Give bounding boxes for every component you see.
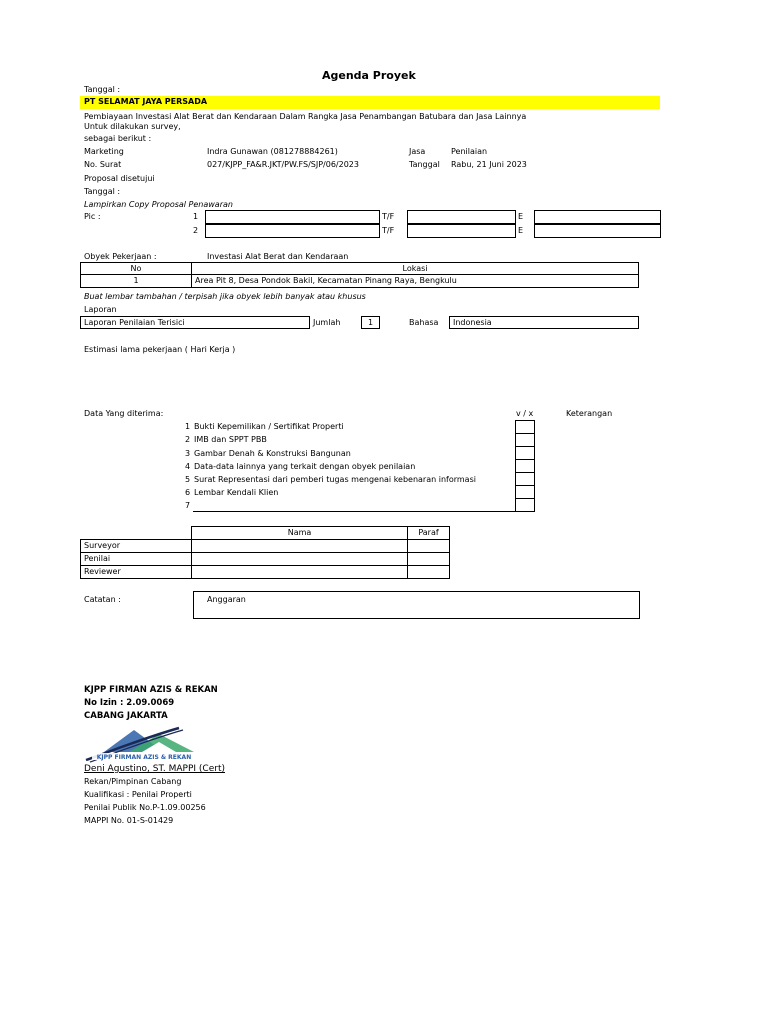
- penilai-publik: Penilai Publik No.P-1.09.00256: [84, 803, 206, 812]
- company-banner: [80, 96, 660, 109]
- tanggal-proposal-label: Tanggal :: [84, 187, 121, 196]
- estimasi-label: Estimasi lama pekerjaan ( Hari Kerja ): [84, 345, 236, 354]
- subject-line: Pembiayaan Investasi Alat Berat dan Kendaraan Dalam Rangka Jasa Penambangan Batubara dan Jasa Lainnya: [84, 112, 527, 121]
- page-title: Agenda Proyek: [322, 69, 416, 82]
- data-item-text: Lembar Kendali Klien: [194, 488, 279, 497]
- tanggal-surat-label: Tanggal: [409, 160, 440, 169]
- marketing-value: Indra Gunawan (081278884261): [207, 147, 338, 156]
- proposal-label: Proposal disetujui: [84, 174, 155, 183]
- sign-row-label: [80, 539, 192, 553]
- sign-row-penilai: Penilai: [84, 554, 111, 563]
- pic-num-2: 2: [193, 226, 199, 235]
- kualifikasi: Kualifikasi : Penilai Properti: [84, 790, 192, 799]
- survey-line-2: sebagai berikut :: [84, 134, 152, 143]
- pic-name-field-1[interactable]: [205, 210, 380, 224]
- vx-checkbox[interactable]: [515, 472, 535, 486]
- cabang: CABANG JAKARTA: [84, 711, 168, 721]
- pic-tf-field-1[interactable]: [407, 210, 516, 224]
- sign-col-nama-label: Nama: [287, 528, 312, 537]
- nosurat-value: 027/KJPP_FA&R.JKT/PW.FS/SJP/06/2023: [207, 160, 359, 169]
- pic-tf-label-1: T/F: [382, 212, 395, 221]
- marketing-label: Marketing: [84, 147, 124, 156]
- vx-label: v / x: [516, 409, 534, 418]
- survey-line-1: Untuk dilakukan survey,: [84, 122, 181, 131]
- sign-row-label: [80, 552, 192, 566]
- tanggal-label: Tanggal :: [84, 85, 121, 94]
- data-item-7-underline[interactable]: [193, 511, 515, 512]
- data-item-num: 4: [185, 462, 191, 471]
- pic-e-label-2: E: [518, 226, 524, 235]
- pic-name-field-2[interactable]: [205, 224, 380, 238]
- firm-logo: [84, 724, 199, 764]
- sign-row-surveyor: Surveyor: [84, 541, 121, 550]
- lokasi-row-no-value: 1: [133, 276, 139, 285]
- jumlah-field[interactable]: [361, 316, 380, 329]
- data-item-num: 2: [185, 435, 191, 444]
- pic-e-label-1: E: [518, 212, 524, 221]
- data-item-text: Bukti Kepemilikan / Sertifikat Properti: [194, 422, 344, 431]
- sign-paraf-cell[interactable]: [407, 552, 450, 566]
- vx-checkbox[interactable]: [515, 459, 535, 473]
- pic-label: Pic :: [84, 212, 101, 221]
- data-item-text: IMB dan SPPT PBB: [194, 435, 267, 444]
- obyek-value: Investasi Alat Berat dan Kendaraan: [207, 252, 349, 261]
- vx-checkbox[interactable]: [515, 420, 535, 434]
- vx-checkbox[interactable]: [515, 498, 535, 512]
- pic-tf-label-2: T/F: [382, 226, 395, 235]
- bahasa-label: Bahasa: [409, 318, 439, 327]
- signer-name: Deni Agustino, ST. MAPPI (Cert): [84, 764, 225, 774]
- data-diterima-label: Data Yang diterima:: [84, 409, 164, 418]
- pic-e-field-1[interactable]: [534, 210, 661, 224]
- sign-nama-cell[interactable]: [191, 539, 408, 553]
- data-item-num: 5: [185, 475, 191, 484]
- tanggal-surat-value: Rabu, 21 Juni 2023: [451, 160, 527, 169]
- laporan-field[interactable]: [80, 316, 310, 329]
- jasa-label: Jasa: [409, 147, 426, 156]
- buat-lembar-note: Buat lembar tambahan / terpisah jika obyek lebih banyak atau khusus: [84, 292, 366, 301]
- pic-tf-field-2[interactable]: [407, 224, 516, 238]
- sign-row-reviewer: Reviewer: [84, 567, 121, 576]
- sign-col-nama: [191, 526, 408, 540]
- company-name: PT SELAMAT JAYA PERSADA: [84, 97, 208, 106]
- firm-logo-icon: [84, 724, 199, 764]
- mappi-no: MAPPI No. 01-S-01429: [84, 816, 174, 825]
- data-item-text: Surat Representasi dari pemberi tugas mengenai kebenaran informasi: [194, 475, 476, 484]
- data-item-num: 3: [185, 449, 191, 458]
- sign-paraf-cell[interactable]: [407, 539, 450, 553]
- sign-col-paraf: [407, 526, 450, 540]
- lokasi-row-lokasi[interactable]: [191, 274, 639, 288]
- vx-checkbox[interactable]: [515, 433, 535, 447]
- sign-nama-cell[interactable]: [191, 565, 408, 579]
- jasa-value: Penilaian: [451, 147, 488, 156]
- laporan-value: Laporan Penilaian Terisici: [84, 318, 185, 327]
- lokasi-row-lokasi-value: Area Pit 8, Desa Pondok Bakil, Kecamatan Pinang Raya, Bengkulu: [195, 276, 457, 285]
- data-item-num: 1: [185, 422, 191, 431]
- catatan-label: Catatan :: [84, 595, 121, 604]
- bahasa-value: Indonesia: [453, 318, 492, 327]
- lokasi-col-lokasi-label: Lokasi: [402, 264, 428, 273]
- logo-text: KJPP FIRMAN AZIS & REKAN: [96, 754, 192, 761]
- jumlah-label: Jumlah: [313, 318, 341, 327]
- sign-nama-cell[interactable]: [191, 552, 408, 566]
- data-item-num: 6: [185, 488, 191, 497]
- vx-checkbox[interactable]: [515, 446, 535, 460]
- obyek-label: Obyek Pekerjaan :: [84, 252, 157, 261]
- lokasi-col-no-label: No: [130, 264, 142, 273]
- data-item-text: Gambar Denah & Konstruksi Bangunan: [194, 449, 351, 458]
- sign-paraf-cell[interactable]: [407, 565, 450, 579]
- lokasi-row-no: [80, 274, 192, 288]
- sign-col-paraf-label: Paraf: [418, 528, 439, 537]
- jumlah-value: 1: [367, 318, 374, 327]
- catatan-field[interactable]: [193, 591, 640, 619]
- laporan-label: Laporan: [84, 305, 117, 314]
- pic-num-1: 1: [193, 212, 199, 221]
- lampiran-note: Lampirkan Copy Proposal Penawaran: [84, 200, 233, 209]
- keterangan-label: Keterangan: [566, 409, 613, 418]
- data-item-text: Data-data lainnya yang terkait dengan obyek penilaian: [194, 462, 416, 471]
- firm-name: KJPP FIRMAN AZIS & REKAN: [84, 685, 218, 695]
- no-izin: No Izin : 2.09.0069: [84, 698, 175, 708]
- nosurat-label: No. Surat: [84, 160, 122, 169]
- bahasa-field[interactable]: [449, 316, 639, 329]
- anggaran-label: Anggaran: [207, 595, 246, 604]
- sign-row-label: [80, 565, 192, 579]
- signer-role: Rekan/Pimpinan Cabang: [84, 777, 182, 786]
- vx-checkbox[interactable]: [515, 485, 535, 499]
- pic-e-field-2[interactable]: [534, 224, 661, 238]
- data-item-num: 7: [185, 501, 191, 510]
